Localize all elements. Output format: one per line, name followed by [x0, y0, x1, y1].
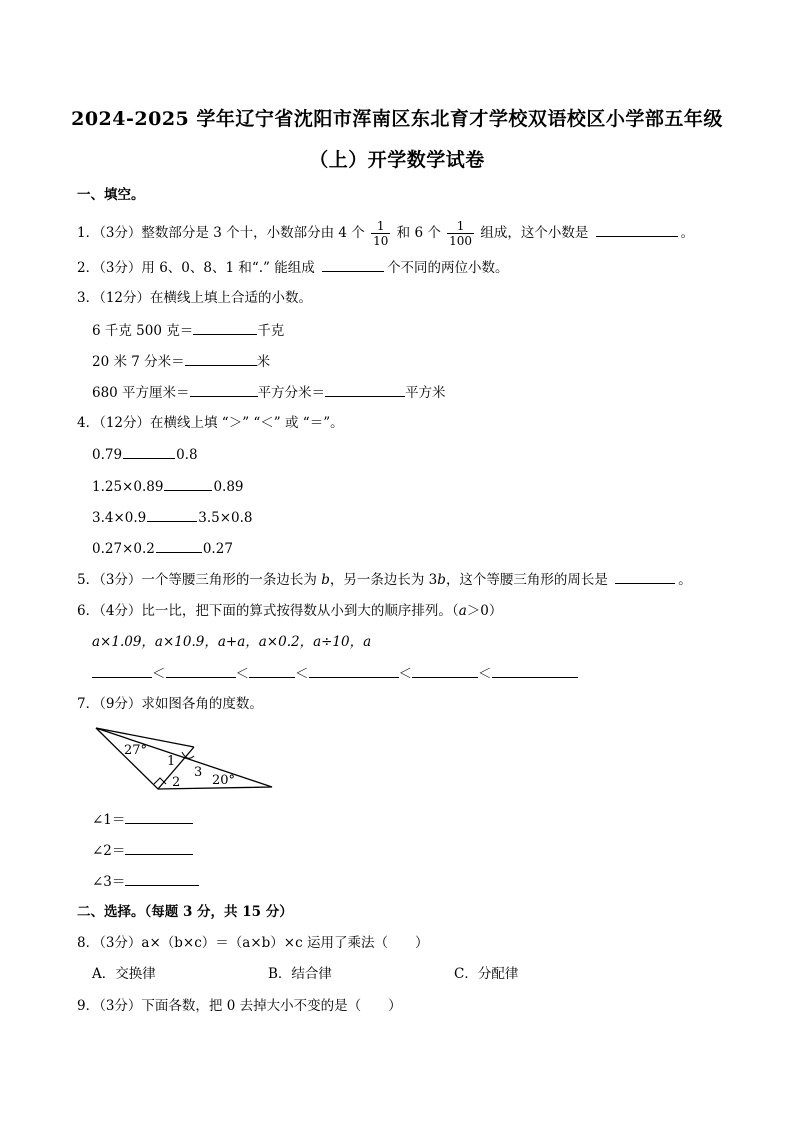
answer-blank[interactable] [193, 321, 257, 335]
page-title-line2: （上）开学数学试卷 [309, 149, 485, 171]
answer-blank[interactable] [156, 539, 202, 553]
answer-blank[interactable] [147, 508, 197, 522]
section-heading-fill: 一、填空。 [77, 187, 145, 203]
answer-blank[interactable] [190, 383, 258, 397]
q1-mid: 和 6 个 [396, 225, 441, 241]
answer-blank[interactable] [164, 477, 212, 491]
angle-3-label: 3 [194, 765, 203, 780]
q4-row: 3.4×0.9 3.5×0.8 [92, 510, 253, 526]
q1-suffix: 组成，这个小数是 [480, 225, 589, 241]
question-9-stem: 9．（3分）下面各数，把 0 去掉大小不变的是（ ） [77, 998, 402, 1014]
option-b[interactable]: B．结合律 [268, 966, 332, 982]
angle-2-answer: ∠2＝ [92, 841, 193, 860]
section-heading-choice: 二、选择。（每题 3 分，共 15 分） [77, 904, 293, 920]
angle-3-answer: ∠3＝ [92, 872, 199, 891]
q4-row: 0.79 0.8 [92, 447, 198, 463]
q1-prefix: 1．（3分）整数部分是 3 个十，小数部分由 4 个 [77, 225, 365, 241]
question-3-stem: 3．（12分）在横线上填上合适的小数。 [77, 290, 313, 306]
answer-blank[interactable] [615, 570, 675, 584]
answer-blank[interactable] [249, 664, 295, 678]
question-4-stem: 4．（12分）在横线上填 “＞” “＜” 或 “＝”。 [77, 415, 344, 431]
angle-2-label: 2 [172, 775, 181, 790]
answer-blank[interactable] [492, 664, 578, 678]
answer-blank[interactable] [166, 664, 236, 678]
answer-blank[interactable] [125, 872, 199, 886]
answer-blank[interactable] [596, 223, 678, 237]
answer-blank[interactable] [125, 841, 193, 855]
page-title-line1: 2024-2025 学年辽宁省沈阳市浑南区东北育才学校双语校区小学部五年级 [71, 108, 723, 130]
angle-1-answer: ∠1＝ [92, 810, 193, 829]
fraction-one-tenth: $\frac{1}{10}$ [373, 219, 389, 248]
answer-blank[interactable] [322, 258, 384, 272]
answer-blank[interactable] [125, 810, 193, 824]
answer-blank[interactable] [412, 664, 478, 678]
q4-row: 0.27×0.2 0.27 [92, 541, 233, 557]
fraction-one-hundredth: $\frac{1}{100}$ [449, 219, 473, 248]
question-1: 1．（3分）整数部分是 3 个十，小数部分由 4 个 $\frac{1}{10}$ 和 6 个 $\frac{1}{100}$ 组成，这个小数是 。 [77, 219, 695, 248]
option-a[interactable]: A．交换律 [92, 966, 156, 982]
answer-blank[interactable] [123, 445, 175, 459]
triangle-figure [88, 722, 278, 794]
q3-item-a: 6 千克 500 克＝ 千克 [92, 323, 285, 339]
question-8-stem: 8．（3分）a×（b×c）＝（a×b）×c 运用了乘法（ ） [77, 935, 429, 951]
question-5: 5．（3分）一个等腰三角形的一条边长为 b，另一条边长为 3b，这个等腰三角形的周长是 。 [77, 572, 692, 588]
angle-20-label: 20° [212, 773, 236, 788]
q3-item-c: 680 平方厘米＝ 平方分米＝ 平方米 [92, 385, 446, 401]
question-2: 2．（3分）用 6、0、8、1 和“.” 能组成 个不同的两位小数。 [77, 260, 509, 276]
answer-blank[interactable] [185, 352, 257, 366]
answer-blank[interactable] [92, 664, 152, 678]
answer-blank[interactable] [309, 664, 399, 678]
option-c[interactable]: C．分配律 [454, 966, 519, 982]
question-6-stem: 6．（4分）比一比，把下面的算式按得数从小到大的顺序排列。（a＞0） [77, 603, 503, 619]
question-7-stem: 7．（9分）求如图各角的度数。 [77, 696, 263, 712]
q6-answer-row: ＜ ＜ ＜ ＜ ＜ [92, 664, 578, 683]
q4-row: 1.25×0.89 0.89 [92, 479, 244, 495]
angle-1-label: 1 [167, 754, 176, 769]
answer-blank[interactable] [325, 383, 405, 397]
angle-27-label: 27° [124, 743, 148, 758]
q3-item-b: 20 米 7 分米＝ 米 [92, 354, 271, 370]
q6-expressions: a×1.09，a×10.9，a+a，a×0.2，a÷10，a [92, 634, 372, 650]
